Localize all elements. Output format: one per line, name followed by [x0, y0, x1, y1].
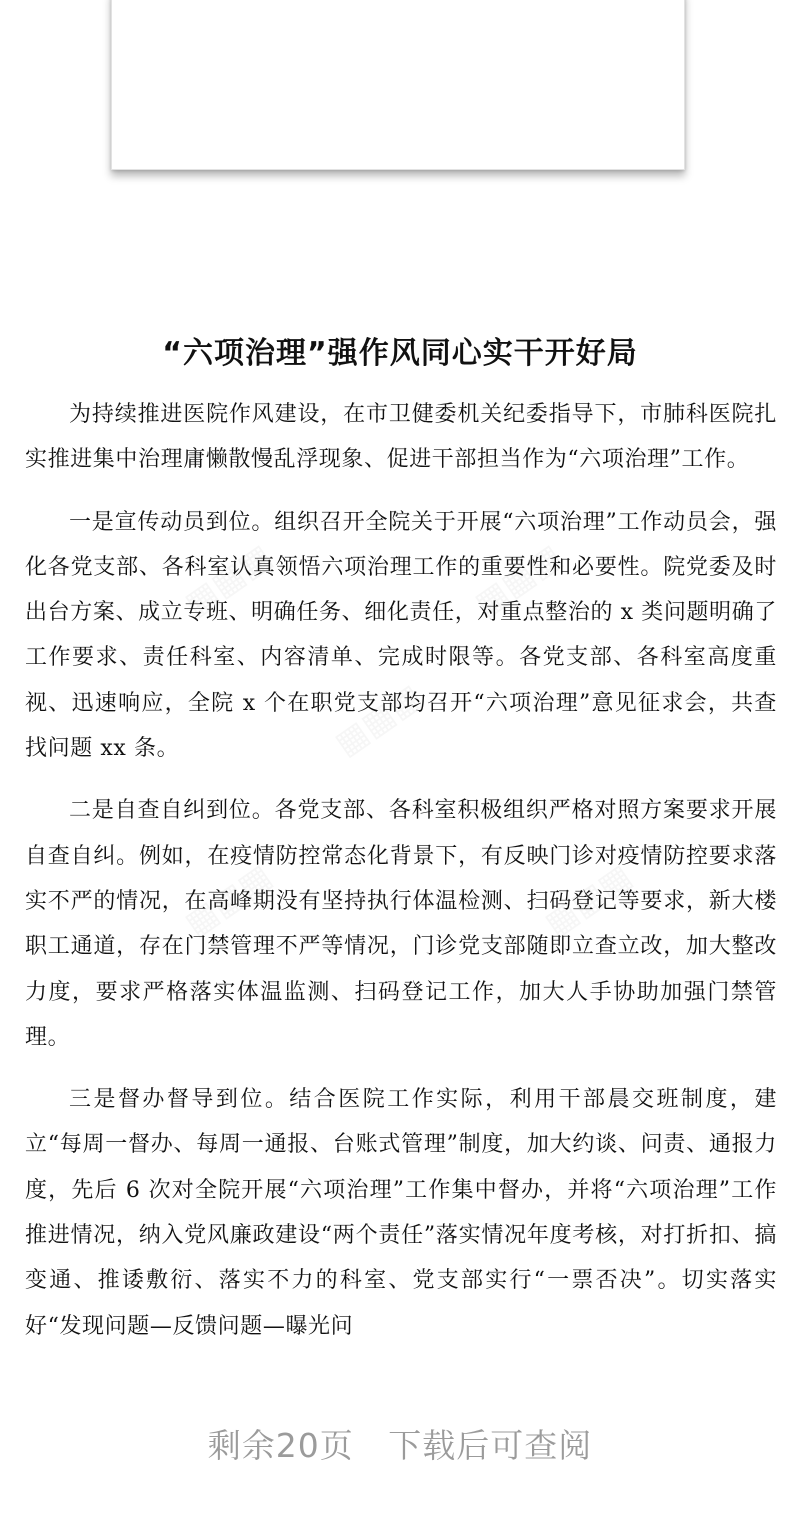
download-to-read-more-link[interactable]: 剩余20页 下载后可查阅 [207, 1426, 593, 1465]
previous-page-preview [111, 0, 685, 170]
paragraph-intro: 为持续推进医院作风建设，在市卫健委机关纪委指导下，市肺科医院扎实推进集中治理庸懒散慢乱浮现象、促进干部担当作为“六项治理”工作。 [25, 402, 777, 473]
paragraph-supervision: 三是督办督导到位。结合医院工作实际，利用干部晨交班制度，建立“每周一督办、每周一通报、台账式管理”制度，加大约谈、问责、通报力度，先后 6 次对全院开展“六项治理”工作集中督办，并将“六项治理”工作推进情况，纳入党风廉政建设“两个责任”落实情况年度考核，对打折扣、搞变通、推诿敷衍、落实不力的科室、党支部实行“一票否决”。切实落实好“发现问题—反馈问题—曝光问 [25, 1087, 777, 1339]
document-body [25, 392, 777, 1339]
paragraph-mobilization: 一是宣传动员到位。组织召开全院关于开展“六项治理”工作动员会，强化各党支部、各科室认真领悟六项治理工作的重要性和必要性。院党委及时出台方案、成立专班、明确任务、细化责任，对重点整治的 x 类问题明确了工作要求、责任科室、内容清单、完成时限等。各党支部、各科室高度重视、迅速响应，全院 x 个在职党支部均召开“六项治理”意见征求会，共查找问题 xx 条。 [25, 509, 777, 762]
document-title: “六项治理”强作风同心实干开好局 [162, 336, 638, 371]
paragraph-self-inspection: 二是自查自纠到位。各党支部、各科室积极组织严格对照方案要求开展自查自纠。例如，在疫情防控常态化背景下，有反映门诊对疫情防控要求落实不严的情况，在高峰期没有坚持执行体温检测、扫码登记等要求，新大楼职工通道，存在门禁管理不严等情况，门诊党支部随即立查立改，加大整改力度，要求严格落实体温监测、扫码登记工作，加大人手协助加强门禁管理。 [25, 798, 777, 1050]
